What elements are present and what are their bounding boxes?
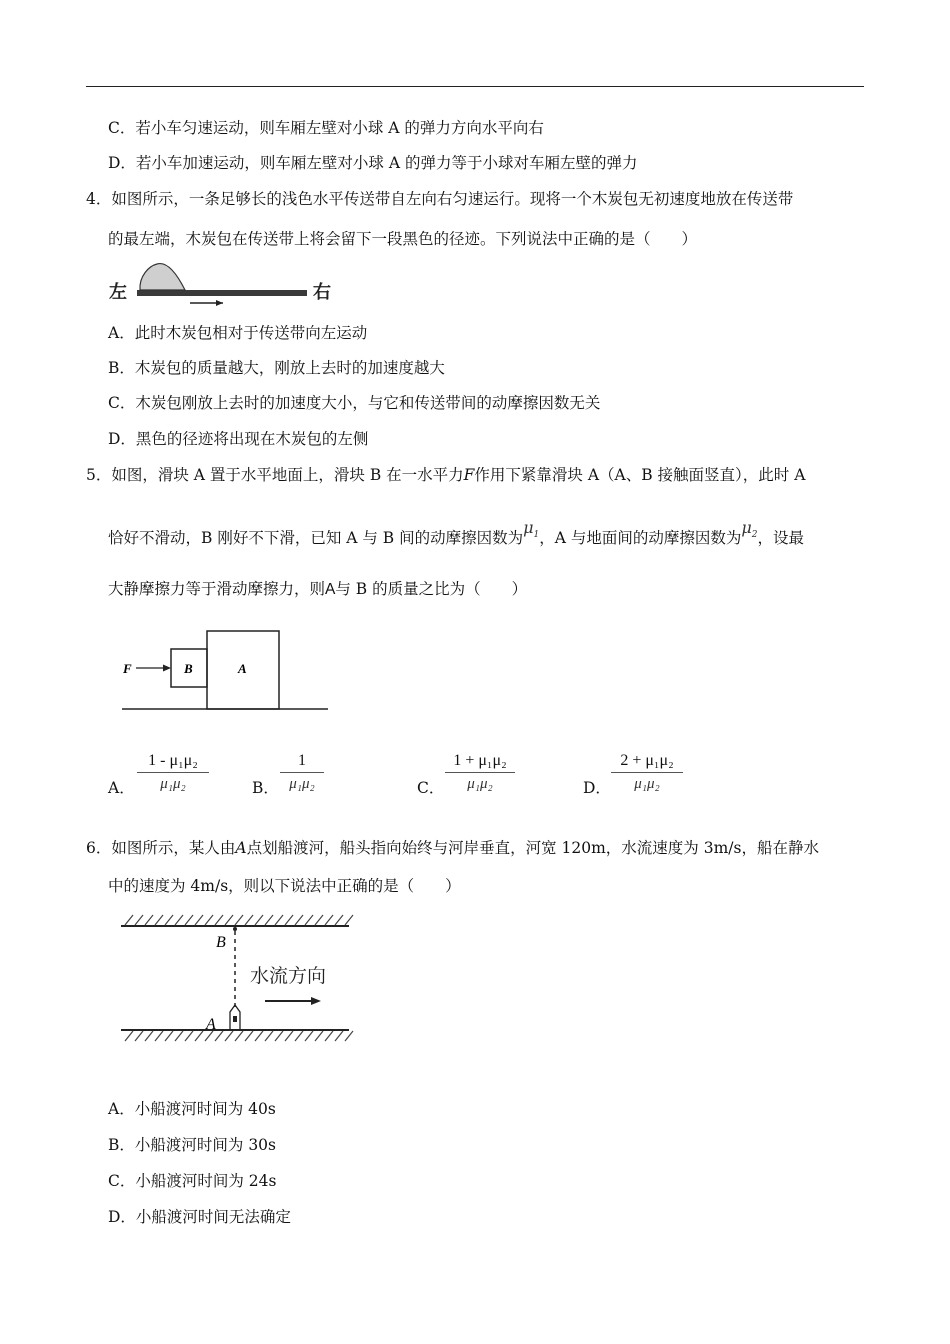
bank-hatch xyxy=(325,915,333,925)
conveyor-left-label: 左 xyxy=(109,282,127,303)
bank-hatch xyxy=(235,1031,243,1041)
q5-stem-line2: 恰好不滑动，B 刚好不下滑，已知 A 与 B 间的动摩擦因数为$\mu_1$，A 与地面间的动摩擦因数为$\mu_2$，设最 xyxy=(108,518,805,547)
q4-option-c: C．木炭包刚放上去时的加速度大小，与它和传送带间的动摩擦因数无关 xyxy=(108,394,601,412)
q4-option-a: A．此时木炭包相对于传送带向左运动 xyxy=(108,324,368,342)
q6-stem-line2: 中的速度为 4m/s，则以下说法中正确的是（ ） xyxy=(108,877,461,895)
svg-text:B: B xyxy=(216,934,226,951)
river-crossing-figure xyxy=(115,908,355,1053)
bank-hatch xyxy=(295,915,303,925)
q5-option-b-label: B． xyxy=(252,779,279,797)
header-rule xyxy=(86,86,864,87)
conveyor-belt-figure xyxy=(105,258,340,308)
bank-hatch xyxy=(275,915,283,925)
bank-hatch xyxy=(245,915,253,925)
bank-hatch xyxy=(185,1031,193,1041)
bank-hatch xyxy=(195,1031,203,1041)
q4-stem-line1: 4．如图所示，一条足够长的浅色水平传送带自左向右匀速运行。现将一个木炭包无初速度地放在传送带 xyxy=(86,190,794,208)
svg-text:A: A xyxy=(206,1016,216,1033)
bank-hatch xyxy=(305,915,313,925)
bank-hatch xyxy=(245,1031,253,1041)
bank-hatch xyxy=(135,1031,143,1041)
bank-hatch xyxy=(275,1031,283,1041)
bank-hatch xyxy=(345,1031,353,1041)
bank-hatch xyxy=(165,1031,173,1041)
q4-stem-line2: 的最左端，木炭包在传送带上将会留下一段黑色的径迹。下列说法中正确的是（ ） xyxy=(108,230,698,248)
bank-hatch xyxy=(165,915,173,925)
bank-hatch xyxy=(335,915,343,925)
q5-option-d-fraction: 2 + μ₁μ₂ μ₁μ₂ xyxy=(611,750,683,795)
q5-stem-line3: 大静摩擦力等于滑动摩擦力，则A与 B 的质量之比为（ ） xyxy=(108,580,528,598)
bank-hatch xyxy=(255,1031,263,1041)
bank-hatch xyxy=(155,1031,163,1041)
bank-hatch xyxy=(215,1031,223,1041)
bank-hatch xyxy=(225,915,233,925)
bank-hatch xyxy=(315,1031,323,1041)
q6-option-a: A．小船渡河时间为 40s xyxy=(108,1100,276,1118)
bank-hatch xyxy=(295,1031,303,1041)
bank-hatch xyxy=(315,915,323,925)
q4-option-b: B．木炭包的质量越大，刚放上去时的加速度越大 xyxy=(108,359,445,377)
bank-hatch xyxy=(305,1031,313,1041)
svg-text:A: A xyxy=(238,661,247,676)
flow-direction-label: 水流方向 xyxy=(250,965,327,987)
bank-hatch xyxy=(145,915,153,925)
bank-hatch xyxy=(255,915,263,925)
q5-option-a-fraction: 1 - μ₁μ₂ μ₁μ₂ xyxy=(137,750,209,795)
conveyor-belt xyxy=(137,290,307,296)
charcoal-packet xyxy=(140,264,185,290)
bank-hatch xyxy=(205,915,213,925)
conveyor-right-label: 右 xyxy=(313,282,331,303)
q5-stem-line1: 5．如图，滑块 A 置于水平地面上，滑块 B 在一水平力F作用下紧靠滑块 A（A、B 接触面竖直），此时 A xyxy=(86,466,806,484)
q3-option-c: C．若小车匀速运动，则车厢左壁对小球 A 的弹力方向水平向右 xyxy=(108,119,544,137)
q3-option-d: D．若小车加速运动，则车厢左壁对小球 A 的弹力等于小球对车厢左壁的弹力 xyxy=(108,154,638,172)
q5-option-a-label: A． xyxy=(108,779,135,797)
bank-hatch xyxy=(155,915,163,925)
q4-option-d: D．黑色的径迹将出现在木炭包的左侧 xyxy=(108,430,369,448)
bank-hatch xyxy=(175,915,183,925)
bank-hatch xyxy=(325,1031,333,1041)
bank-hatch xyxy=(345,915,353,925)
bank-hatch xyxy=(265,915,273,925)
bank-hatch xyxy=(125,915,133,925)
q5-option-c-fraction: 1 + μ₁μ₂ μ₁μ₂ xyxy=(445,750,515,795)
bank-hatch xyxy=(135,915,143,925)
q5-option-d-label: D． xyxy=(583,779,611,797)
svg-text:B: B xyxy=(184,661,193,676)
bank-hatch xyxy=(335,1031,343,1041)
bank-hatch xyxy=(265,1031,273,1041)
bank-hatch xyxy=(185,915,193,925)
q6-stem-line1: 6．如图所示，某人由A点划船渡河，船头指向始终与河岸垂直，河宽 120m，水流速度为 3m/s，船在静水 xyxy=(86,839,819,857)
point-b-marker xyxy=(233,927,237,931)
svg-text:F: F xyxy=(123,661,132,676)
bank-hatch xyxy=(175,1031,183,1041)
bank-hatch xyxy=(145,1031,153,1041)
bank-hatch xyxy=(195,915,203,925)
q5-option-c-label: C． xyxy=(417,779,445,797)
bank-hatch xyxy=(235,915,243,925)
bank-hatch xyxy=(285,1031,293,1041)
q6-option-b: B．小船渡河时间为 30s xyxy=(108,1136,276,1154)
q6-option-c: C．小船渡河时间为 24s xyxy=(108,1172,277,1190)
q5-option-b-fraction: 1 μ₁μ₂ xyxy=(280,750,324,795)
q6-option-d: D．小船渡河时间无法确定 xyxy=(108,1208,291,1226)
bank-hatch xyxy=(225,1031,233,1041)
bank-hatch xyxy=(125,1031,133,1041)
blocks-figure xyxy=(118,625,333,715)
bank-hatch xyxy=(215,915,223,925)
bank-hatch xyxy=(285,915,293,925)
